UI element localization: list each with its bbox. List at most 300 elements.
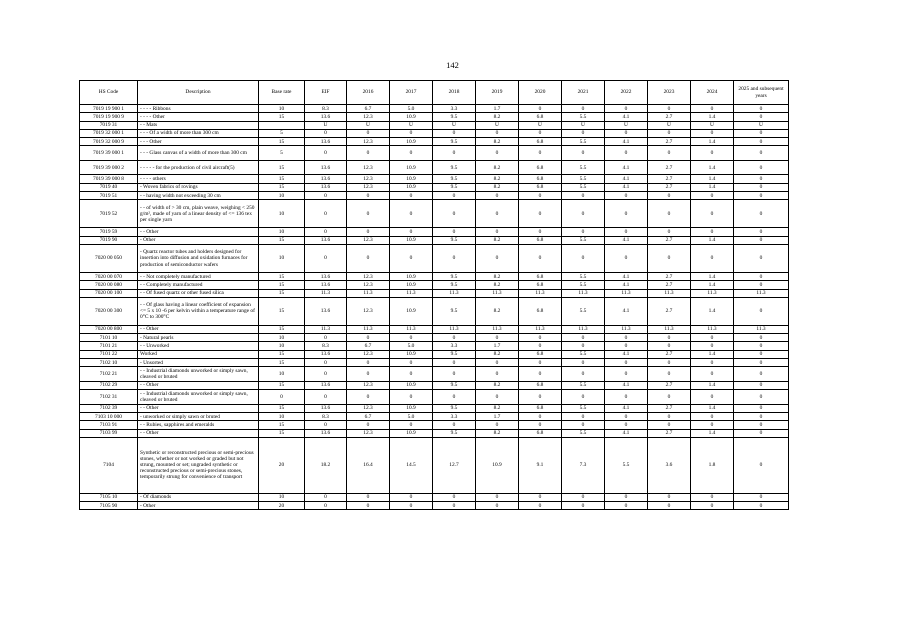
rate-cell: 0 <box>519 228 562 236</box>
rate-cell: 1.7 <box>476 412 519 420</box>
rate-cell: 0 <box>691 342 734 350</box>
description-cell: - unworked or simply sawn or bruted <box>138 412 259 420</box>
rate-cell: 9.5 <box>433 350 476 358</box>
table-header-row <box>80 81 789 105</box>
rate-cell: 8.2 <box>476 160 519 175</box>
description-cell: - - - Other <box>138 138 259 146</box>
rate-cell: 3.6 <box>648 437 691 493</box>
hs-code-cell: 7019 39 000 8 <box>80 175 138 183</box>
rate-cell: 8.2 <box>476 350 519 358</box>
rate-cell: 11.3 <box>734 289 789 297</box>
column-header: Description <box>138 81 259 105</box>
rate-cell: 8.2 <box>476 236 519 244</box>
hs-code-cell: 7019 31 <box>80 121 138 129</box>
rate-cell: 0 <box>347 192 390 200</box>
rate-cell: 8.3 <box>305 342 347 350</box>
rate-cell: 15 <box>259 429 305 437</box>
rate-cell: 0 <box>691 146 734 161</box>
rate-cell: 0 <box>390 493 433 501</box>
rate-cell: 0 <box>691 359 734 367</box>
hs-code-cell: 7019 39 000 1 <box>80 146 138 161</box>
rate-cell: 11.3 <box>648 289 691 297</box>
table-row <box>80 272 789 280</box>
rate-cell: 0 <box>433 493 476 501</box>
rate-cell: 10.9 <box>390 404 433 412</box>
rate-cell: 4.1 <box>605 429 648 437</box>
rate-cell: 0 <box>433 192 476 200</box>
table-row <box>80 192 789 200</box>
rate-cell: 15 <box>259 289 305 297</box>
rate-cell: 12.3 <box>347 160 390 175</box>
rate-cell: 0 <box>476 146 519 161</box>
rate-cell: 8.2 <box>476 404 519 412</box>
rate-cell: 5.5 <box>562 272 605 280</box>
hs-code-cell: 7020 00 800 <box>80 325 138 333</box>
rate-cell: 4.1 <box>605 138 648 146</box>
rate-cell: 0 <box>433 359 476 367</box>
rate-cell: 2.7 <box>648 160 691 175</box>
rate-cell: 13.6 <box>305 236 347 244</box>
rate-cell: 13.6 <box>305 175 347 183</box>
rate-cell: 0 <box>734 421 789 429</box>
rate-cell: 0 <box>691 390 734 405</box>
rate-cell: 5 <box>259 146 305 161</box>
rate-cell: 0 <box>433 390 476 405</box>
rate-cell: 0 <box>605 105 648 113</box>
rate-cell: 0 <box>476 367 519 382</box>
rate-cell: 12.3 <box>347 404 390 412</box>
rate-cell: 0 <box>519 105 562 113</box>
rate-cell: 0 <box>390 200 433 228</box>
rate-cell: 9.5 <box>433 113 476 121</box>
rate-cell: 1.7 <box>476 342 519 350</box>
rate-cell: 0 <box>259 390 305 405</box>
rate-cell: 0 <box>691 334 734 342</box>
rate-cell: 0 <box>648 390 691 405</box>
rate-cell: 2.7 <box>648 138 691 146</box>
rate-cell: 20 <box>259 437 305 493</box>
column-header: Base rate <box>259 81 305 105</box>
rate-cell: 0 <box>691 502 734 510</box>
hs-code-cell: 7101 21 <box>80 342 138 350</box>
rate-cell: 0 <box>734 281 789 289</box>
description-cell: - - Other <box>138 325 259 333</box>
rate-cell: 10.9 <box>390 429 433 437</box>
description-cell: - - Of fused quartz or other fused silica <box>138 289 259 297</box>
rate-cell: 13.6 <box>305 381 347 389</box>
hs-code-cell: 7102 10 <box>80 359 138 367</box>
rate-cell: 0 <box>734 244 789 272</box>
rate-cell: 0 <box>691 493 734 501</box>
rate-cell: 10.9 <box>390 175 433 183</box>
table-row <box>80 105 789 113</box>
rate-cell: 10 <box>259 412 305 420</box>
rate-cell: 2.7 <box>648 272 691 280</box>
rate-cell: 0 <box>734 129 789 137</box>
rate-cell: 9.5 <box>433 429 476 437</box>
rate-cell: 4.1 <box>605 113 648 121</box>
rate-cell: 1.4 <box>691 113 734 121</box>
rate-cell: 0 <box>390 244 433 272</box>
rate-cell: 0 <box>519 367 562 382</box>
hs-code-cell: 7019 39 000 2 <box>80 160 138 175</box>
rate-cell: 2.7 <box>648 350 691 358</box>
rate-cell: 9.5 <box>433 281 476 289</box>
rate-cell: 0 <box>562 493 605 501</box>
rate-cell: U <box>476 121 519 129</box>
rate-cell: 12.3 <box>347 236 390 244</box>
rate-cell: 11.3 <box>305 289 347 297</box>
rate-cell: 15 <box>259 183 305 191</box>
rate-cell: 0 <box>305 244 347 272</box>
rate-cell: U <box>562 121 605 129</box>
rate-cell: 9.5 <box>433 138 476 146</box>
table-row <box>80 228 789 236</box>
rate-cell: 5.5 <box>562 297 605 325</box>
rate-cell: 13.6 <box>305 272 347 280</box>
rate-cell: 11.3 <box>691 289 734 297</box>
rate-cell: 0 <box>734 192 789 200</box>
rate-cell: U <box>605 121 648 129</box>
rate-cell: 0 <box>734 146 789 161</box>
rate-cell: 11.3 <box>347 325 390 333</box>
description-cell: - - - - Other <box>138 113 259 121</box>
rate-cell: 0 <box>734 502 789 510</box>
rate-cell: 0 <box>734 175 789 183</box>
rate-cell: 0 <box>305 146 347 161</box>
rate-cell: 0 <box>305 390 347 405</box>
rate-cell: 0 <box>390 390 433 405</box>
rate-cell: 4.1 <box>605 183 648 191</box>
rate-cell: 6.7 <box>347 412 390 420</box>
rate-cell: 6.8 <box>519 272 562 280</box>
rate-cell: 0 <box>691 421 734 429</box>
rate-cell: 0 <box>648 105 691 113</box>
description-cell: - Of diamonds <box>138 493 259 501</box>
column-header: 2025 and subsequent years <box>734 81 789 105</box>
hs-code-cell: 7105 10 <box>80 493 138 501</box>
rate-cell: 6.8 <box>519 160 562 175</box>
table-row <box>80 350 789 358</box>
rate-cell: 11.3 <box>605 289 648 297</box>
rate-cell: 0 <box>347 244 390 272</box>
rate-cell: 0 <box>605 244 648 272</box>
table-row <box>80 236 789 244</box>
rate-cell: 2.7 <box>648 183 691 191</box>
rate-cell: 12.7 <box>433 437 476 493</box>
table-body <box>80 105 789 510</box>
rate-cell: 0 <box>605 200 648 228</box>
rate-cell: 0 <box>519 412 562 420</box>
rate-cell: 0 <box>347 421 390 429</box>
rate-cell: 1.8 <box>691 437 734 493</box>
description-cell: - - - - - for the production of civil aircraft(5) <box>138 160 259 175</box>
table-row <box>80 160 789 175</box>
table-row <box>80 113 789 121</box>
rate-cell: 10 <box>259 367 305 382</box>
rate-cell: 15 <box>259 113 305 121</box>
column-header: 2017 <box>390 81 433 105</box>
rate-cell: 0 <box>519 502 562 510</box>
rate-cell: 15 <box>259 272 305 280</box>
table-row <box>80 421 789 429</box>
rate-cell: 0 <box>519 244 562 272</box>
rate-cell: 0 <box>562 390 605 405</box>
rate-cell: 11.3 <box>734 325 789 333</box>
rate-cell: 2.7 <box>648 236 691 244</box>
rate-cell: 0 <box>562 342 605 350</box>
rate-cell: 3.3 <box>433 412 476 420</box>
rate-cell: 8.2 <box>476 297 519 325</box>
rate-cell: 3.3 <box>433 105 476 113</box>
rate-cell: 4.1 <box>605 297 648 325</box>
table-row <box>80 502 789 510</box>
rate-cell: 15 <box>259 236 305 244</box>
column-header: 2023 <box>648 81 691 105</box>
rate-cell: 0 <box>605 412 648 420</box>
description-cell: - - - - Ribbons <box>138 105 259 113</box>
rate-cell: 0 <box>648 502 691 510</box>
rate-cell: 0 <box>433 244 476 272</box>
rate-cell: 0 <box>347 367 390 382</box>
rate-cell: U <box>305 121 347 129</box>
rate-cell: U <box>734 121 789 129</box>
table-row <box>80 437 789 493</box>
rate-cell: 6.8 <box>519 297 562 325</box>
description-cell: - - - Glass canvas of a width of more than 300 cm <box>138 146 259 161</box>
rate-cell: 0 <box>734 160 789 175</box>
rate-cell: 9.5 <box>433 175 476 183</box>
rate-cell: 15 <box>259 325 305 333</box>
rate-cell: 2.7 <box>648 381 691 389</box>
rate-cell: 10 <box>259 228 305 236</box>
rate-cell: 10 <box>259 342 305 350</box>
rate-cell: 0 <box>562 192 605 200</box>
tariff-schedule-table <box>79 80 789 510</box>
rate-cell: 0 <box>519 390 562 405</box>
rate-cell: 6.8 <box>519 175 562 183</box>
rate-cell: 8.2 <box>476 175 519 183</box>
rate-cell: 11.3 <box>390 325 433 333</box>
rate-cell: 0 <box>648 244 691 272</box>
column-header: HS Code <box>80 81 138 105</box>
rate-cell: 15 <box>259 138 305 146</box>
rate-cell: 0 <box>648 334 691 342</box>
rate-cell: 6.8 <box>519 183 562 191</box>
rate-cell: 6.8 <box>519 350 562 358</box>
hs-code-cell: 7019 19 900 1 <box>80 105 138 113</box>
page-number: 142 <box>446 60 459 70</box>
rate-cell: 13.6 <box>305 350 347 358</box>
rate-cell: 10 <box>259 200 305 228</box>
hs-code-cell: 7020 00 070 <box>80 272 138 280</box>
description-cell: - Other <box>138 502 259 510</box>
rate-cell: 13.6 <box>305 297 347 325</box>
rate-cell: 4.1 <box>605 404 648 412</box>
column-header: 2022 <box>605 81 648 105</box>
description-cell: - - Rubies, sapphires and emeralds <box>138 421 259 429</box>
rate-cell: U <box>691 121 734 129</box>
table-row <box>80 289 789 297</box>
rate-cell: 0 <box>476 192 519 200</box>
rate-cell: 1.4 <box>691 138 734 146</box>
rate-cell: 0 <box>734 113 789 121</box>
rate-cell: 1.4 <box>691 404 734 412</box>
rate-cell: 0 <box>605 342 648 350</box>
column-header: 2021 <box>562 81 605 105</box>
rate-cell: 15 <box>259 404 305 412</box>
rate-cell: 0 <box>476 493 519 501</box>
rate-cell: 6.7 <box>347 342 390 350</box>
rate-cell: 0 <box>562 200 605 228</box>
column-header: 2018 <box>433 81 476 105</box>
rate-cell: 0 <box>605 359 648 367</box>
rate-cell: 0 <box>476 421 519 429</box>
rate-cell: 0 <box>347 228 390 236</box>
rate-cell: 12.3 <box>347 183 390 191</box>
rate-cell: 12.3 <box>347 281 390 289</box>
rate-cell: 11.3 <box>519 325 562 333</box>
hs-code-cell: 7019 90 <box>80 236 138 244</box>
table-row <box>80 244 789 272</box>
rate-cell: 15 <box>259 381 305 389</box>
rate-cell: 8.2 <box>476 281 519 289</box>
rate-cell: 0 <box>691 367 734 382</box>
rate-cell: 11.3 <box>433 325 476 333</box>
description-cell: - Woven fabrics of rovings <box>138 183 259 191</box>
column-header: 2020 <box>519 81 562 105</box>
rate-cell: 0 <box>347 493 390 501</box>
table-row <box>80 175 789 183</box>
rate-cell: 2.7 <box>648 175 691 183</box>
rate-cell: 5.5 <box>562 350 605 358</box>
rate-cell: 0 <box>605 334 648 342</box>
rate-cell: 0 <box>691 192 734 200</box>
rate-cell: 0 <box>734 183 789 191</box>
rate-cell: 5.5 <box>562 429 605 437</box>
rate-cell: 0 <box>691 200 734 228</box>
rate-cell: 0 <box>691 129 734 137</box>
rate-cell: 10 <box>259 192 305 200</box>
rate-cell: 0 <box>734 138 789 146</box>
rate-cell: 0 <box>734 359 789 367</box>
rate-cell: 0 <box>347 502 390 510</box>
rate-cell: 0 <box>390 359 433 367</box>
rate-cell: 4.1 <box>605 175 648 183</box>
hs-code-cell: 7019 59 <box>80 228 138 236</box>
rate-cell: 0 <box>648 412 691 420</box>
table-row <box>80 342 789 350</box>
rate-cell: U <box>390 121 433 129</box>
rate-cell: U <box>519 121 562 129</box>
rate-cell: 0 <box>605 192 648 200</box>
description-cell: - - having width not exceeding 30 cm <box>138 192 259 200</box>
rate-cell: 12.3 <box>347 272 390 280</box>
rate-cell: 0 <box>476 244 519 272</box>
rate-cell: 0 <box>648 421 691 429</box>
rate-cell: 0 <box>648 200 691 228</box>
rate-cell: 0 <box>691 412 734 420</box>
hs-code-cell: 7020 00 100 <box>80 289 138 297</box>
rate-cell: 5.5 <box>562 236 605 244</box>
rate-cell: 0 <box>734 404 789 412</box>
rate-cell: 4.1 <box>605 381 648 389</box>
rate-cell: 8.2 <box>476 429 519 437</box>
rate-cell: 5.5 <box>562 138 605 146</box>
rate-cell: 5.5 <box>562 183 605 191</box>
hs-code-cell: 7019 32 000 1 <box>80 129 138 137</box>
rate-cell: 13.6 <box>305 160 347 175</box>
rate-cell: 0 <box>734 493 789 501</box>
hs-code-cell: 7101 22 <box>80 350 138 358</box>
rate-cell: 2.7 <box>648 404 691 412</box>
rate-cell: 1.4 <box>691 381 734 389</box>
hs-code-cell: 7019 19 900 9 <box>80 113 138 121</box>
table-row <box>80 367 789 382</box>
rate-cell: 5.5 <box>562 113 605 121</box>
description-cell: - - - Of a width of more than 300 cm <box>138 129 259 137</box>
rate-cell: 10.9 <box>390 138 433 146</box>
rate-cell: 0 <box>476 502 519 510</box>
rate-cell: 0 <box>605 493 648 501</box>
rate-cell: 1.4 <box>691 429 734 437</box>
rate-cell: 9.5 <box>433 183 476 191</box>
rate-cell: 0 <box>734 412 789 420</box>
column-header: EIF <box>305 81 347 105</box>
rate-cell: 11.3 <box>605 325 648 333</box>
rate-cell: 5.0 <box>390 412 433 420</box>
rate-cell: 10.9 <box>390 236 433 244</box>
hs-code-cell: 7102 21 <box>80 367 138 382</box>
rate-cell: 12.3 <box>347 350 390 358</box>
rate-cell: 9.5 <box>433 404 476 412</box>
rate-cell: 0 <box>648 367 691 382</box>
rate-cell: 10.9 <box>390 113 433 121</box>
rate-cell: 10.9 <box>390 160 433 175</box>
description-cell: - - Industrial diamonds unworked or simply sawn, cleaved or bruted <box>138 367 259 382</box>
rate-cell: 0 <box>519 359 562 367</box>
rate-cell: 6.8 <box>519 236 562 244</box>
rate-cell: 0 <box>648 129 691 137</box>
rate-cell: 2.7 <box>648 281 691 289</box>
description-cell: - - Not completely manufactured <box>138 272 259 280</box>
rate-cell: 0 <box>519 493 562 501</box>
rate-cell: 11.3 <box>305 325 347 333</box>
rate-cell: 1.4 <box>691 175 734 183</box>
description-cell: Synthetic or reconstructed precious or semi-precious stones, whether or not worked or graded but not strung, mounted or set; ungraded synthetic or reconstructed precious or semi-precious stones, temporarily strung for convenience of transport <box>138 437 259 493</box>
rate-cell: 6.8 <box>519 404 562 412</box>
rate-cell: 0 <box>305 421 347 429</box>
rate-cell: 0 <box>734 350 789 358</box>
rate-cell: 0 <box>390 367 433 382</box>
rate-cell: 0 <box>734 367 789 382</box>
rate-cell: 0 <box>734 228 789 236</box>
rate-cell: 0 <box>433 129 476 137</box>
hs-code-cell: 7103 10 000 <box>80 412 138 420</box>
rate-cell: 0 <box>305 192 347 200</box>
hs-code-cell: 7020 00 050 <box>80 244 138 272</box>
rate-cell: 0 <box>519 334 562 342</box>
rate-cell: 4.1 <box>605 272 648 280</box>
rate-cell: 0 <box>433 228 476 236</box>
description-cell: - Natural pearls <box>138 334 259 342</box>
table-row <box>80 334 789 342</box>
rate-cell: 0 <box>648 192 691 200</box>
table-row <box>80 412 789 420</box>
rate-cell: 11.3 <box>562 325 605 333</box>
rate-cell: 11.3 <box>648 325 691 333</box>
hs-code-cell: 7105 90 <box>80 502 138 510</box>
